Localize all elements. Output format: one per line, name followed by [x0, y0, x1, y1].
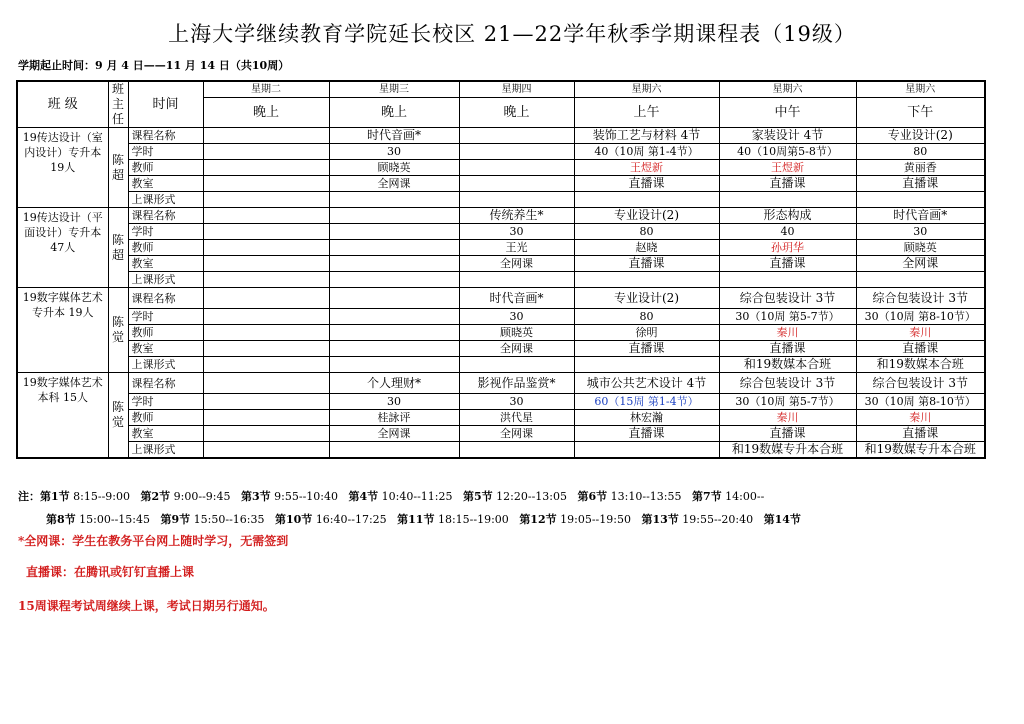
schedule-cell: 直播课 [574, 341, 719, 357]
period-label: 第10节 [275, 513, 313, 526]
schedule-cell: 30（10周 第8-10节） [856, 394, 985, 410]
period-label: 第4节 [348, 490, 379, 503]
schedule-cell [329, 208, 459, 224]
row-label: 上课形式 [128, 272, 203, 288]
schedule-cell [203, 192, 329, 208]
schedule-cell [574, 272, 719, 288]
schedule-cell [329, 442, 459, 459]
schedule-cell [203, 442, 329, 459]
period-label: 第5节 [463, 490, 493, 503]
schedule-cell: 秦川 [719, 325, 856, 341]
period-label: 第8节 [46, 513, 76, 526]
header-head-teacher: 班主任 [108, 81, 128, 128]
schedule-cell [203, 224, 329, 240]
schedule-cell: 桂詠评 [329, 410, 459, 426]
schedule-cell: 全网课 [329, 426, 459, 442]
schedule-cell [329, 309, 459, 325]
schedule-cell [574, 192, 719, 208]
row-label: 学时 [128, 144, 203, 160]
period-label: 第1节 [40, 490, 70, 503]
header-day: 星期六 [574, 81, 719, 98]
schedule-cell: 30 [459, 224, 574, 240]
period-label: 第7节 [692, 490, 722, 503]
table-row [17, 288, 985, 309]
term-dates: 学期起止时间：9 月 4 日——11 月 14 日（共10周） [18, 59, 290, 72]
table-row [17, 256, 985, 272]
schedule-cell [203, 426, 329, 442]
period-time: 10:40--11:25 [381, 490, 453, 503]
schedule-cell: 时代音画* [459, 288, 574, 309]
schedule-cell: 专业设计(2) [856, 128, 985, 144]
class-name: 19传达设计（平面设计）专升本 47人 [17, 208, 108, 288]
table-row [17, 442, 985, 459]
schedule-cell: 孙玥华 [719, 240, 856, 256]
period-label: 第13节 [641, 513, 679, 526]
table-row [17, 309, 985, 325]
row-label: 学时 [128, 394, 203, 410]
schedule-cell: 秦川 [719, 410, 856, 426]
schedule-cell: 家装设计 4节 [719, 128, 856, 144]
table-row [17, 192, 985, 208]
schedule-cell: 影视作品鉴赏* [459, 373, 574, 394]
period-label: 第14节 [763, 513, 801, 526]
schedule-cell: 直播课 [719, 256, 856, 272]
schedule-cell [203, 325, 329, 341]
schedule-cell: 直播课 [574, 176, 719, 192]
schedule-cell: 30（10周 第8-10节） [856, 309, 985, 325]
table-row [17, 176, 985, 192]
header-day: 星期四 [459, 81, 574, 98]
row-label: 教室 [128, 341, 203, 357]
header-class: 班 级 [17, 81, 108, 128]
row-label: 教师 [128, 240, 203, 256]
schedule-cell: 赵晓 [574, 240, 719, 256]
period-label: 第3节 [241, 490, 271, 503]
header-slot: 上午 [574, 98, 719, 128]
period-label: 第12节 [519, 513, 557, 526]
schedule-cell: 王煜新 [574, 160, 719, 176]
schedule-cell [459, 144, 574, 160]
class-name: 19传达设计（室内设计）专升本 19人 [17, 128, 108, 208]
period-time: 14:00-- [725, 490, 765, 503]
table-row [17, 341, 985, 357]
schedule-cell: 40（10周第5-8节） [719, 144, 856, 160]
schedule-cell: 综合包装设计 3节 [856, 373, 985, 394]
schedule-cell: 专业设计(2) [574, 288, 719, 309]
schedule-cell [856, 192, 985, 208]
schedule-cell: 全网课 [459, 256, 574, 272]
schedule-cell [719, 272, 856, 288]
schedule-cell: 30（10周 第5-7节） [719, 394, 856, 410]
legend-online: *全网课：学生在教务平台网上随时学习，无需签到 [18, 534, 289, 548]
schedule-cell: 直播课 [856, 426, 985, 442]
legend-exam: 15周课程考试周继续上课，考试日期另行通知。 [18, 599, 275, 613]
header-slot: 晚上 [329, 98, 459, 128]
period-label: 第11节 [397, 513, 435, 526]
period-label: 第2节 [140, 490, 171, 503]
schedule-cell [203, 208, 329, 224]
period-time: 19:55--20:40 [682, 513, 754, 526]
head-teacher: 陈觉 [108, 288, 128, 373]
schedule-cell [459, 128, 574, 144]
schedule-cell [203, 160, 329, 176]
schedule-cell: 个人理财* [329, 373, 459, 394]
row-label: 课程名称 [128, 288, 203, 309]
schedule-cell [203, 272, 329, 288]
schedule-cell [459, 176, 574, 192]
header-time: 时间 [128, 81, 203, 128]
period-times-line2 [46, 511, 815, 527]
period-time: 15:00--15:45 [79, 513, 150, 526]
schedule-cell: 30 [329, 394, 459, 410]
schedule-cell [203, 357, 329, 373]
period-time: 19:05--19:50 [560, 513, 631, 526]
schedule-cell [203, 288, 329, 309]
period-times-line1 [18, 488, 775, 504]
table-row [17, 410, 985, 426]
schedule-cell: 形态构成 [719, 208, 856, 224]
row-label: 教室 [128, 426, 203, 442]
class-name: 19数字媒体艺术 专升本 19人 [17, 288, 108, 373]
schedule-cell: 综合包装设计 3节 [719, 288, 856, 309]
schedule-cell: 和19数媒专升本合班 [719, 442, 856, 459]
schedule-cell: 直播课 [719, 341, 856, 357]
schedule-cell: 40（10周 第1-4节） [574, 144, 719, 160]
schedule-cell: 林宏瀚 [574, 410, 719, 426]
schedule-cell: 直播课 [719, 426, 856, 442]
schedule-cell: 秦川 [856, 325, 985, 341]
schedule-cell [459, 357, 574, 373]
schedule-cell: 30 [856, 224, 985, 240]
schedule-cell: 全网课 [459, 426, 574, 442]
table-row [17, 144, 985, 160]
legend-live: 直播课：在腾讯或钉钉直播上课 [26, 565, 195, 579]
row-label: 课程名称 [128, 373, 203, 394]
table-row [17, 325, 985, 341]
schedule-cell [329, 256, 459, 272]
row-label: 教室 [128, 256, 203, 272]
row-label: 教室 [128, 176, 203, 192]
row-label: 学时 [128, 309, 203, 325]
row-label: 课程名称 [128, 208, 203, 224]
row-label: 教师 [128, 325, 203, 341]
header-slot: 下午 [856, 98, 985, 128]
schedule-cell: 和19数媒本合班 [719, 357, 856, 373]
schedule-cell: 城市公共艺术设计 4节 [574, 373, 719, 394]
schedule-cell: 30（10周 第5-7节） [719, 309, 856, 325]
schedule-cell [459, 272, 574, 288]
table-row [17, 208, 985, 224]
schedule-cell [203, 309, 329, 325]
table-row [17, 128, 985, 144]
schedule-cell [329, 325, 459, 341]
schedule-cell: 直播课 [574, 426, 719, 442]
schedule-cell [574, 357, 719, 373]
schedule-cell: 王煜新 [719, 160, 856, 176]
schedule-cell [329, 224, 459, 240]
table-row [17, 357, 985, 373]
row-label: 上课形式 [128, 442, 203, 459]
header-slot: 晚上 [459, 98, 574, 128]
table-row [17, 426, 985, 442]
period-time: 9:00--9:45 [173, 490, 231, 503]
schedule-cell: 30 [329, 144, 459, 160]
period-time: 12:20--13:05 [496, 490, 567, 503]
schedule-cell: 黄丽香 [856, 160, 985, 176]
schedule-cell: 时代音画* [329, 128, 459, 144]
schedule-cell [459, 442, 574, 459]
row-label: 上课形式 [128, 192, 203, 208]
schedule-cell: 秦川 [856, 410, 985, 426]
schedule-cell: 直播课 [574, 256, 719, 272]
row-label: 教师 [128, 410, 203, 426]
schedule-cell: 顾晓英 [856, 240, 985, 256]
period-time: 18:15--19:00 [437, 513, 509, 526]
schedule-cell [203, 256, 329, 272]
head-teacher: 陈觉 [108, 373, 128, 459]
schedule-cell [459, 160, 574, 176]
schedule-cell [203, 341, 329, 357]
schedule-cell: 全网课 [856, 256, 985, 272]
period-time: 15:50--16:35 [193, 513, 265, 526]
period-time: 16:40--17:25 [315, 513, 387, 526]
schedule-cell: 全网课 [329, 176, 459, 192]
schedule-cell: 直播课 [719, 176, 856, 192]
schedule-cell: 传统养生* [459, 208, 574, 224]
period-label: 第9节 [160, 513, 191, 526]
schedule-cell: 直播课 [856, 341, 985, 357]
table-row [17, 240, 985, 256]
period-time: 8:15--9:00 [73, 490, 130, 503]
schedule-cell: 直播课 [856, 176, 985, 192]
schedule-cell [203, 410, 329, 426]
schedule-cell [329, 192, 459, 208]
schedule-cell: 洪代星 [459, 410, 574, 426]
schedule-cell: 和19数媒专升本合班 [856, 442, 985, 459]
schedule-cell [329, 272, 459, 288]
period-label: 第6节 [577, 490, 608, 503]
header-day: 星期六 [856, 81, 985, 98]
schedule-cell: 全网课 [459, 341, 574, 357]
schedule-cell [459, 192, 574, 208]
schedule-cell [329, 341, 459, 357]
table-row [17, 224, 985, 240]
row-label: 学时 [128, 224, 203, 240]
schedule-table [16, 80, 986, 459]
period-time: 13:10--13:55 [610, 490, 682, 503]
schedule-cell [203, 128, 329, 144]
header-day: 星期六 [719, 81, 856, 98]
schedule-cell: 王光 [459, 240, 574, 256]
schedule-title: 上海大学继续教育学院延长校区 21—22学年秋季学期课程表（19级） [168, 22, 856, 46]
head-teacher: 陈超 [108, 128, 128, 208]
schedule-cell: 40 [719, 224, 856, 240]
schedule-cell: 80 [574, 224, 719, 240]
notes-prefix: 注： [18, 490, 40, 503]
schedule-cell [203, 176, 329, 192]
table-row [17, 394, 985, 410]
schedule-cell: 时代音画* [856, 208, 985, 224]
table-row [17, 160, 985, 176]
header-day: 星期二 [203, 81, 329, 98]
head-teacher: 陈超 [108, 208, 128, 288]
class-name: 19数字媒体艺术 本科 15人 [17, 373, 108, 459]
period-time: 9:55--10:40 [274, 490, 338, 503]
schedule-cell [574, 442, 719, 459]
schedule-cell: 和19数媒本合班 [856, 357, 985, 373]
schedule-cell: 综合包装设计 3节 [719, 373, 856, 394]
schedule-cell [203, 394, 329, 410]
schedule-cell: 装饰工艺与材料 4节 [574, 128, 719, 144]
row-label: 教师 [128, 160, 203, 176]
table-row [17, 272, 985, 288]
schedule-cell: 30 [459, 394, 574, 410]
schedule-cell [856, 272, 985, 288]
schedule-cell [203, 240, 329, 256]
schedule-cell [329, 357, 459, 373]
schedule-cell [203, 373, 329, 394]
schedule-cell: 80 [856, 144, 985, 160]
schedule-cell: 80 [574, 309, 719, 325]
schedule-cell: 60（15周 第1-4节） [574, 394, 719, 410]
schedule-cell: 顾晓英 [329, 160, 459, 176]
schedule-cell: 徐明 [574, 325, 719, 341]
row-label: 课程名称 [128, 128, 203, 144]
schedule-cell [329, 240, 459, 256]
table-row [17, 373, 985, 394]
schedule-cell [203, 144, 329, 160]
header-slot: 晚上 [203, 98, 329, 128]
schedule-cell: 综合包装设计 3节 [856, 288, 985, 309]
schedule-cell [719, 192, 856, 208]
schedule-cell [329, 288, 459, 309]
schedule-cell: 30 [459, 309, 574, 325]
schedule-cell: 专业设计(2) [574, 208, 719, 224]
header-slot: 中午 [719, 98, 856, 128]
schedule-cell: 顾晓英 [459, 325, 574, 341]
row-label: 上课形式 [128, 357, 203, 373]
header-day: 星期三 [329, 81, 459, 98]
